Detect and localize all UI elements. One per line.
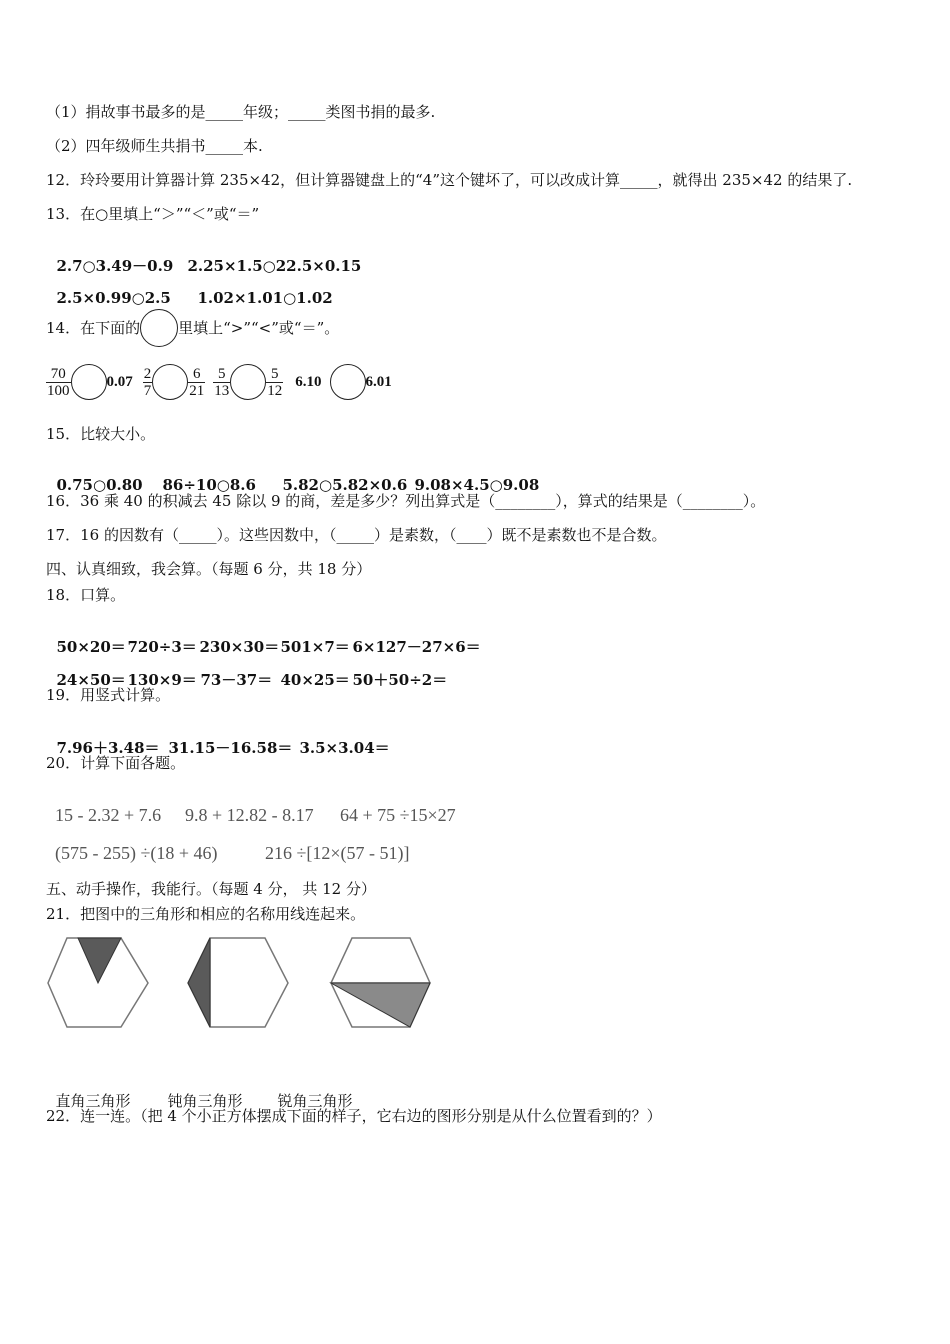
denominator: 13 <box>214 382 230 399</box>
blank-circle-icon <box>140 309 178 347</box>
q13-item: 2.7○3.49－0.9 <box>56 257 174 275</box>
q20-expression: 64 + 75 ÷15×27 <box>340 805 456 825</box>
numerator: 5 <box>266 366 283 383</box>
denominator: 100 <box>47 382 70 399</box>
fraction <box>266 366 283 399</box>
q13-text: 13．在○里填上“＞”“＜”或“＝” <box>46 205 260 223</box>
fraction <box>188 366 205 399</box>
q20-expression: (575 - 255) ÷(18 + 46) <box>55 843 218 863</box>
q15-row <box>46 458 539 494</box>
q13-item: 2.5×0.99○2.5 <box>56 289 171 307</box>
fraction <box>143 366 153 399</box>
q13-row2 <box>46 271 333 307</box>
q20-row1 <box>46 784 456 826</box>
section4-title: 四、认真细致，我会算。（每题 6 分，共 18 分） <box>46 560 372 578</box>
q20-expression: 9.8 + 12.82 - 8.17 <box>185 805 314 825</box>
numerator: 2 <box>143 365 152 382</box>
q21-hexagon-figures <box>40 930 450 1040</box>
q15-item: 86÷10○8.6 <box>162 476 256 494</box>
decimal: 0.07 <box>106 373 133 390</box>
compare-circle[interactable] <box>152 364 188 400</box>
q18-item: 73－37＝ <box>200 671 273 689</box>
q18-text: 18．口算。 <box>46 586 126 604</box>
q19-item: 3.5×3.04＝ <box>299 739 390 757</box>
section5-title: 五、动手操作，我能行。（每题 4 分， 共 12 分） <box>46 880 376 898</box>
q14-instruction <box>46 308 339 348</box>
hexagon-figure-2 <box>188 938 288 1027</box>
numerator: 6 <box>188 366 205 383</box>
denominator: 12 <box>267 382 283 399</box>
hexagon-figure-3 <box>331 938 430 1027</box>
q15-text: 15．比较大小。 <box>46 425 156 443</box>
fraction <box>46 366 71 399</box>
q18-item: 24×50＝ <box>56 671 126 689</box>
q18-item: 501×7＝ <box>280 638 350 656</box>
q21-text: 21．把图中的三角形和相应的名称用线连起来。 <box>46 905 366 923</box>
triangle-shape[interactable] <box>331 983 430 1027</box>
fraction <box>213 366 230 399</box>
q20-text: 20．计算下面各题。 <box>46 754 186 772</box>
q12-text: 12．玲玲要用计算器计算 235×42，但计算器键盘上的“4”这个键坏了，可以改成计算_____，就得出 235×42 的结果了. <box>46 171 853 189</box>
denominator: 7 <box>143 382 152 399</box>
q18-item: 230×30＝ <box>199 638 280 656</box>
q18-item: 6×127－27×6＝ <box>352 638 481 656</box>
compare-circle[interactable] <box>330 364 366 400</box>
q13-item: 2.25×1.5○22.5×0.15 <box>187 257 362 275</box>
q20-expression: 15 - 2.32 + 7.6 <box>55 805 162 825</box>
q18-item: 50×20＝ <box>56 638 126 656</box>
triangle-shape[interactable] <box>188 938 210 1027</box>
q19-item: 7.96＋3.48＝ <box>56 739 160 757</box>
triangle-shape[interactable] <box>78 938 121 983</box>
q22-text: 22．连一连。（把 4 个小正方体摆成下面的样子，它右边的图形分别是从什么位置看到的？） <box>46 1107 662 1125</box>
q14-text-before: 14．在下面的 <box>46 319 141 337</box>
compare-circle[interactable] <box>230 364 266 400</box>
decimal: 6.01 <box>365 373 392 390</box>
denominator: 21 <box>189 382 205 399</box>
q18-item: 130×9＝ <box>127 671 197 689</box>
q11-part2: （2）四年级师生共捐书_____本. <box>46 137 263 155</box>
numerator: 5 <box>213 366 230 383</box>
q16-text: 16．36 乘 40 的积减去 45 除以 9 的商，差是多少？列出算式是（________），算式的结果是（________）。 <box>46 492 766 510</box>
label-right-triangle[interactable]: 直角三角形 <box>55 1092 131 1110</box>
compare-circle[interactable] <box>71 364 107 400</box>
q14-text-after: 里填上“>”“<”或“＝”。 <box>178 319 340 337</box>
q13-item: 1.02×1.01○1.02 <box>197 289 333 307</box>
label-obtuse-triangle[interactable]: 钝角三角形 <box>167 1092 243 1110</box>
hexagon-figure-1 <box>48 938 148 1027</box>
q20-expression: 216 ÷[12×(57 - 51)] <box>265 843 410 863</box>
q17-text: 17．16 的因数有（_____）。这些因数中，（_____）是素数，（____）既不是素数也不是合数。 <box>46 526 667 544</box>
q18-item: 40×25＝ <box>280 671 350 689</box>
q19-text: 19．用竖式计算。 <box>46 686 171 704</box>
q18-item: 720÷3＝ <box>127 638 197 656</box>
label-acute-triangle[interactable]: 锐角三角形 <box>277 1092 353 1110</box>
q14-comparisons <box>46 362 392 402</box>
q11-part1: （1）捐故事书最多的是_____年级；_____类图书捐的最多. <box>46 103 436 121</box>
q15-item: 9.08×4.5○9.08 <box>414 476 540 494</box>
q15-item: 0.75○0.80 <box>56 476 143 494</box>
q18-item: 50＋50÷2＝ <box>352 671 448 689</box>
q15-item: 5.82○5.82×0.6 <box>282 476 408 494</box>
decimal: 6.10 <box>295 373 322 390</box>
q20-row2 <box>46 822 410 864</box>
q21-labels <box>46 1071 353 1111</box>
numerator: 70 <box>46 366 71 383</box>
q19-item: 31.15－16.58＝ <box>168 739 293 757</box>
